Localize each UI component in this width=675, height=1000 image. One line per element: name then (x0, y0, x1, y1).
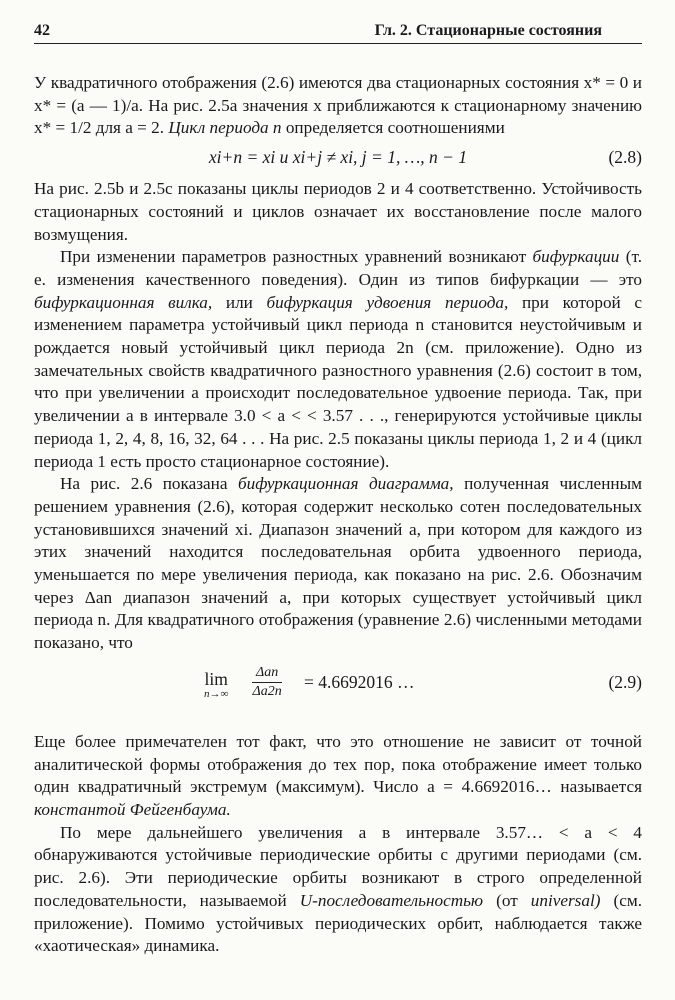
equation-2-8-body: xi+n = xi и xi+j ≠ xi, j = 1, …, n − 1 (208, 147, 468, 168)
paragraph-3: При изменении параметров разностных уравнений возникают бифуркации (т. е. изменения качественного поведения). Один из типов бифуркации — это бифуркационная вилка, или бифуркация удвоения периода, при которой с изменением параметра устойчивый цикл периода n становится неустойчивым и рождается новый устойчивый цикл периода 2n (см. приложение). Одно из замечательных свойств квадратичного разностного уравнения (2.6) состоит в том, что при увеличении a происходит последовательное удвоение периода. Так, при увеличении a в интервале 3.0 < a < < 3.57 . . ., генерируются устойчивые циклы периода 1, 2, 4, 8, 16, 32, 64 . . . На рис. 2.5 показаны циклы периода 1, 2 и 4 (цикл периода 1 есть просто стационарное состояние). (34, 247, 643, 471)
limit-operator: lim n→∞ (204, 668, 229, 700)
paragraph-5: Еще более примечателен тот факт, что это отношение не зависит от точной аналитической формы отображения до тех пор, пока отображение имеет только один квадратичный экстремум (максимум). Число a = 4.6692016… называется константой Фейгенбаума. (34, 731, 642, 819)
ratio-fraction: Δan Δa2n (252, 664, 282, 699)
paragraph-1: У квадратичного отображения (2.6) имеются два стационарных состояния x* = 0 и x* = (a — 1)/a. На рис. 2.5a значения x приближаются к стационарному значению x* = 1/2 для a = 2. Цикл периода n определяется соотношениями (34, 73, 642, 138)
paragraph-2: На рис. 2.5b и 2.5c показаны циклы периодов 2 и 4 соответственно. Устойчивость стационарных состояний и циклов означает их восстановление после малого возмущения. (34, 179, 642, 244)
chapter-title: Гл. 2. Стационарные состояния (374, 22, 602, 39)
feigenbaum-value: = 4.6692016 … (304, 671, 415, 692)
paragraph-4: На рис. 2.6 показана бифуркационная диаграмма, полученная численным решением уравнения (2.6), которая содержит несколько сотен последовательных установившихся значений xi. Диапазон значений a, при котором для каждого из этих значений находится последовательная орбита удвоенного периода, уменьшается по мере увеличения периода, как показано на рис. 2.6. Обозначим через Δan диапазон значений a, при которых существует устойчивый цикл периода n. Для квадратичного отображения (уравнение 2.6) численными методами показано, что (34, 474, 643, 653)
equation-2-9 (34, 661, 642, 727)
equation-2-8 (34, 140, 642, 178)
equation-2-9-tag: (2.9) (608, 671, 642, 692)
equation-2-8-tag: (2.8) (608, 147, 642, 168)
paragraph-6: По мере дальнейшего увеличения a в интервале 3.57… < a < 4 обнаруживаются устойчивые периодические орбиты с другими периодами (см. рис. 2.6). Эти периодические орбиты возникают в строго определенной последовательности, называемой U-последовательностью (от universal) (см. приложение). Помимо устойчивых периодических орбит, наблюдается также «хаотическая» динамика. (34, 822, 643, 956)
page (34, 22, 642, 958)
page-number: 42 (34, 22, 50, 39)
running-header (34, 22, 642, 44)
